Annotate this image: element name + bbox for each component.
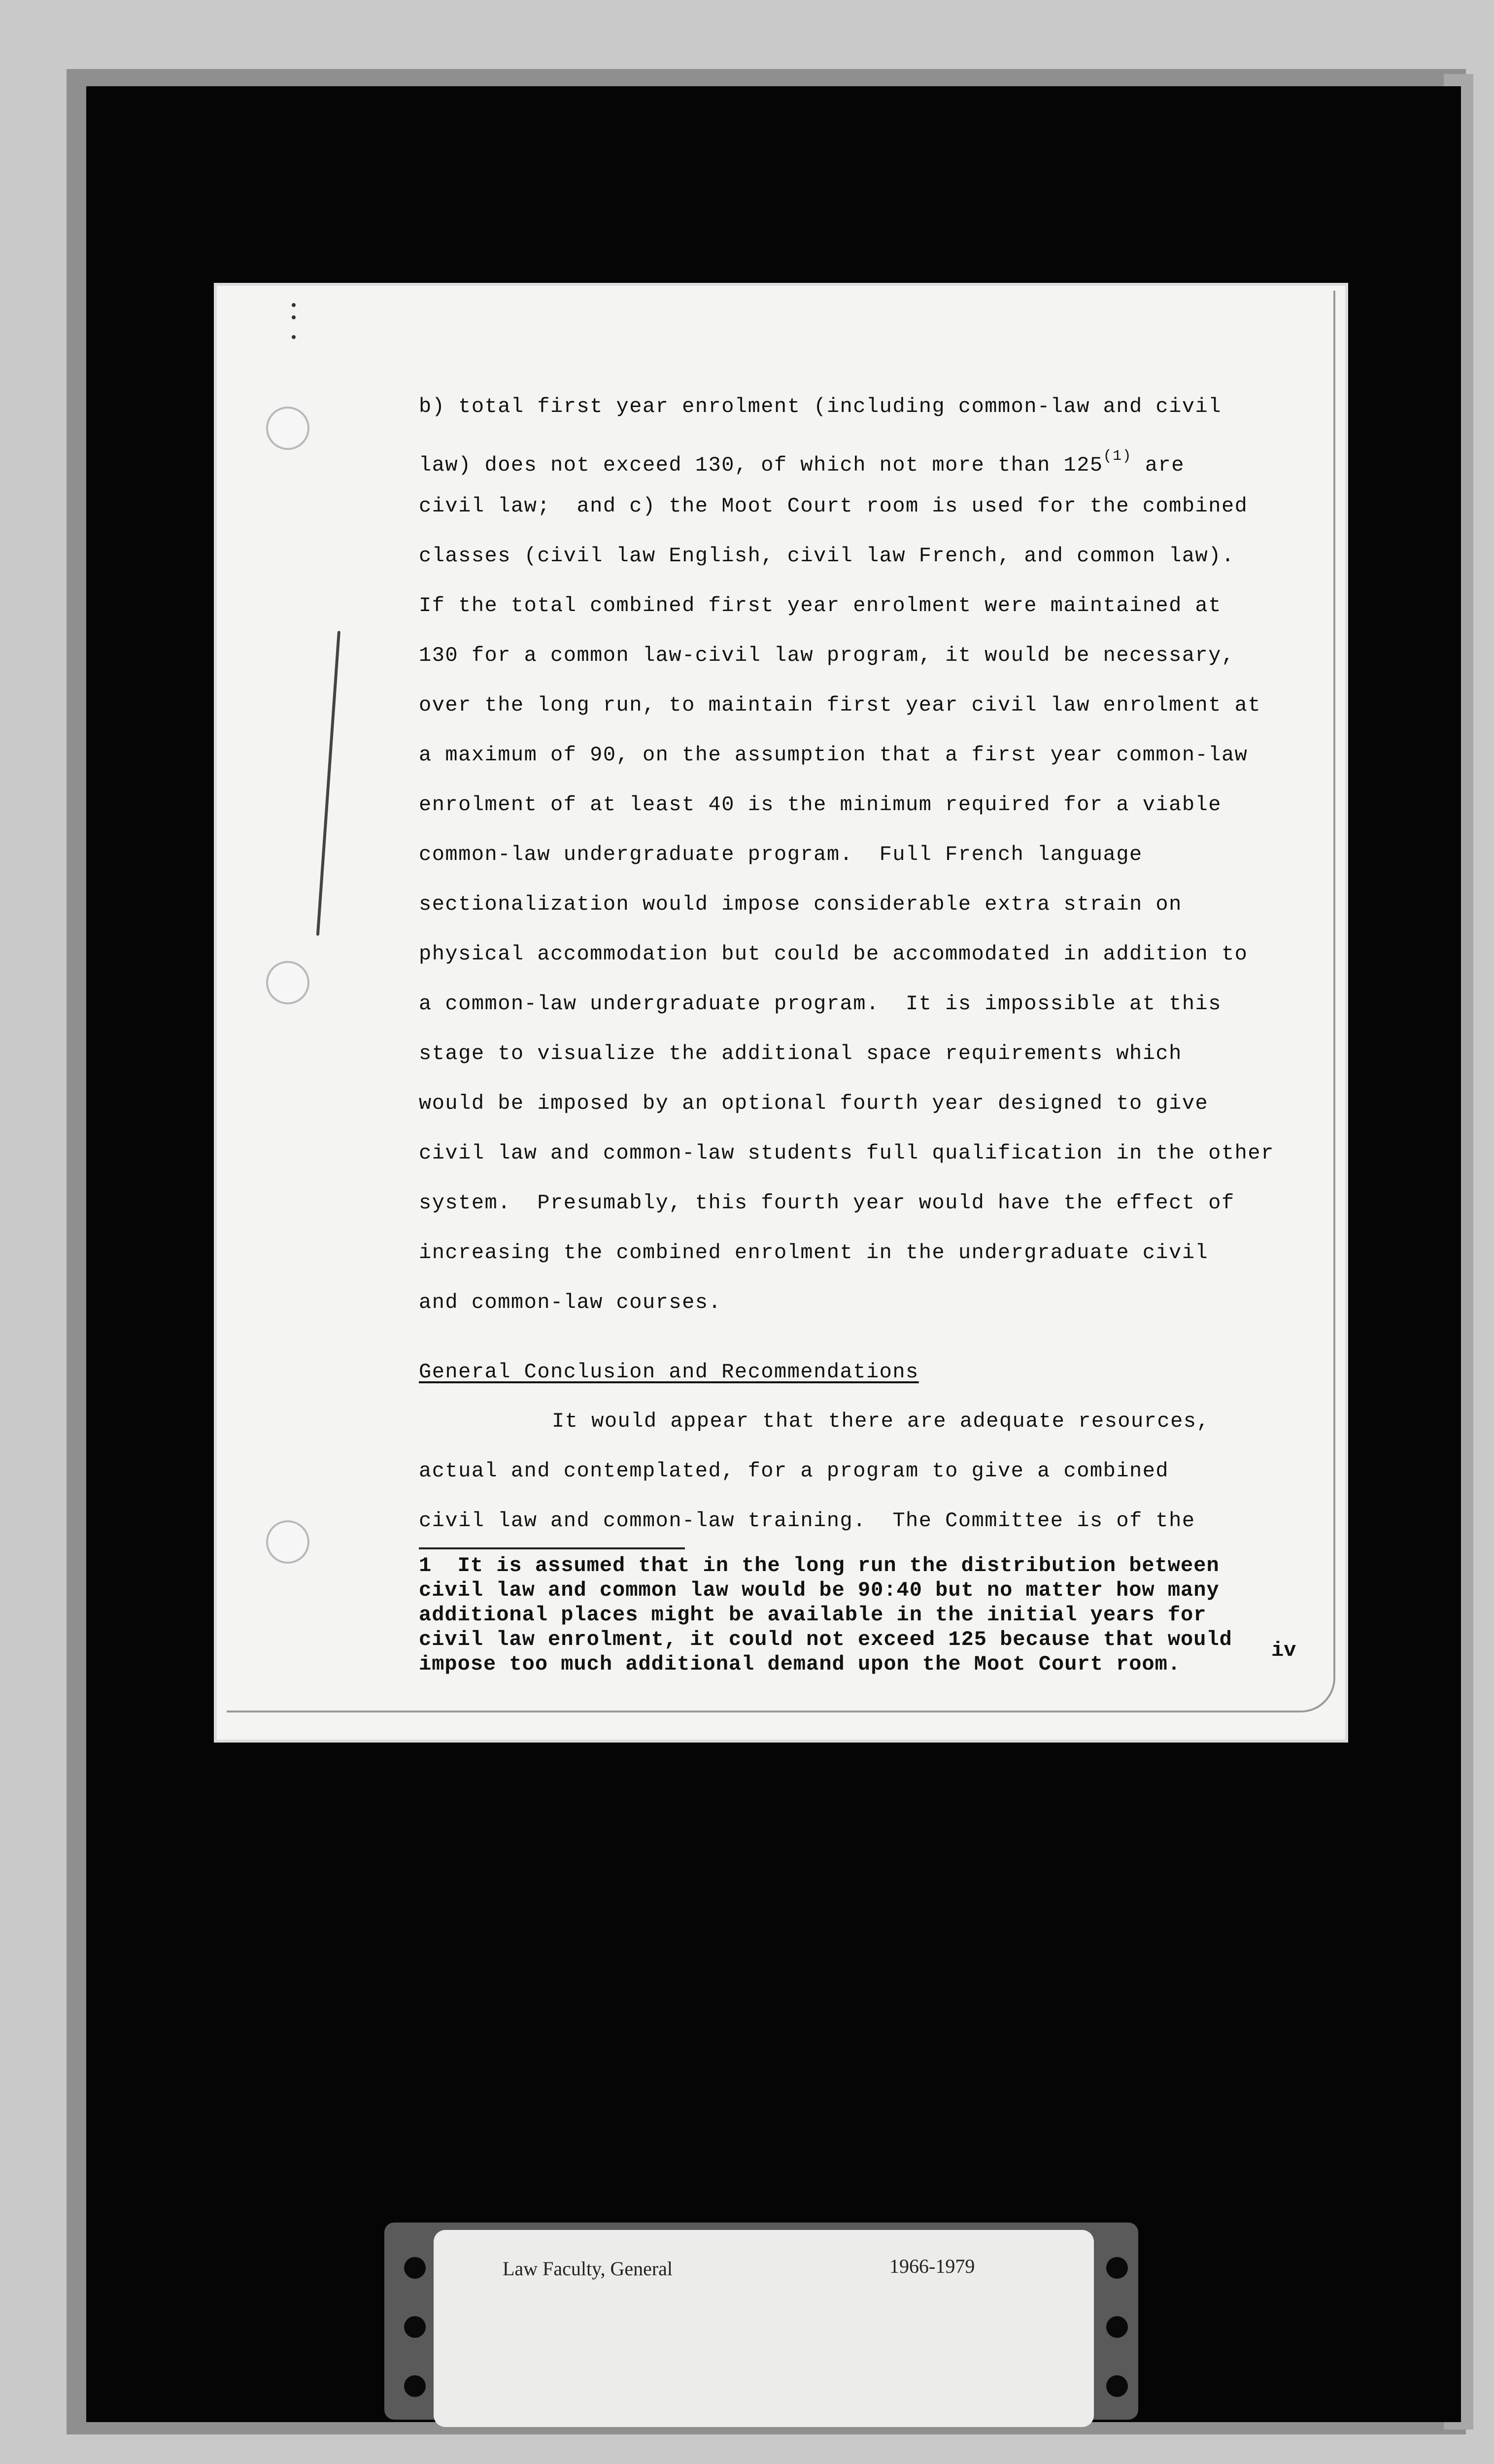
text-line: civil law and common-law training. The Committee is of the: [419, 1509, 1195, 1533]
text-line: physical accommodation but could be accommodated in addition to: [419, 942, 1248, 966]
text-line: civil law and common-law students full qualification in the other: [419, 1141, 1274, 1165]
sprocket-hole: [1106, 2375, 1128, 2397]
body-text: [419, 382, 1306, 1546]
text-line: system. Presumably, this fourth year would have the effect of: [419, 1191, 1235, 1215]
sprocket-hole: [1106, 2257, 1128, 2279]
speck: [292, 303, 296, 307]
sprocket-hole: [404, 2316, 426, 2338]
text-line: 130 for a common law-civil law program, it would be necessary,: [419, 644, 1235, 667]
archive-label-title: Law Faculty, General: [503, 2258, 673, 2280]
footnote-line: civil law enrolment, it could not exceed 125 because that would: [419, 1628, 1232, 1651]
sprocket-hole: [404, 2257, 426, 2279]
archive-label: [434, 2230, 1094, 2427]
text-line: increasing the combined enrolment in the undergraduate civil: [419, 1241, 1209, 1265]
text-line: a maximum of 90, on the assumption that a first year common-law: [419, 743, 1248, 767]
text-line: would be imposed by an optional fourth year designed to give: [419, 1092, 1209, 1115]
text-line: a common-law undergraduate program. It is impossible at this: [419, 992, 1222, 1016]
text-line: and common-law courses.: [419, 1291, 722, 1314]
text-line: If the total combined first year enrolment were maintained at: [419, 594, 1222, 617]
speck: [292, 315, 296, 319]
footnote: [419, 1553, 1316, 1677]
binder-hole: [266, 1520, 309, 1564]
text-line: civil law; and c) the Moot Court room is used for the combined: [419, 494, 1248, 518]
footnote-divider: [419, 1547, 685, 1549]
footnote-line: additional places might be available in the initial years for: [419, 1603, 1207, 1627]
footnote-reference: (1): [1103, 448, 1132, 465]
text-line: It would appear that there are adequate resources,: [552, 1409, 1210, 1433]
text-line: enrolment of at least 40 is the minimum required for a viable: [419, 793, 1222, 817]
text-line: [419, 432, 1306, 481]
text-line: actual and contemplated, for a program to give a combined: [419, 1459, 1169, 1483]
archive-label-years: 1966-1979: [889, 2255, 975, 2277]
text-line: classes (civil law English, civil law French, and common law).: [419, 544, 1235, 568]
sprocket-hole: [404, 2375, 426, 2397]
section-heading: General Conclusion and Recommendations: [419, 1360, 919, 1384]
document-page: [217, 286, 1345, 1740]
text-line: sectionalization would impose considerable extra strain on: [419, 892, 1182, 916]
text-line-part: are: [1132, 453, 1185, 477]
footnote-line: impose too much additional demand upon the Moot Court room.: [419, 1652, 1181, 1676]
speck: [292, 335, 296, 339]
text-line: common-law undergraduate program. Full French language: [419, 843, 1143, 866]
text-line: b) total first year enrolment (including common-law and civil: [419, 395, 1222, 418]
binder-hole: [266, 961, 309, 1004]
text-line: over the long run, to maintain first year civil law enrolment at: [419, 693, 1261, 717]
footnote-line: civil law and common law would be 90:40 but no matter how many: [419, 1578, 1220, 1602]
binder-hole: [266, 407, 309, 450]
text-line: stage to visualize the additional space requirements which: [419, 1042, 1182, 1065]
sprocket-hole: [1106, 2316, 1128, 2338]
page-number: iv: [1271, 1639, 1296, 1662]
text-line-part: law) does not exceed 130, of which not more than 125: [419, 453, 1103, 477]
footnote-line: 1 It is assumed that in the long run the distribution between: [419, 1554, 1220, 1577]
